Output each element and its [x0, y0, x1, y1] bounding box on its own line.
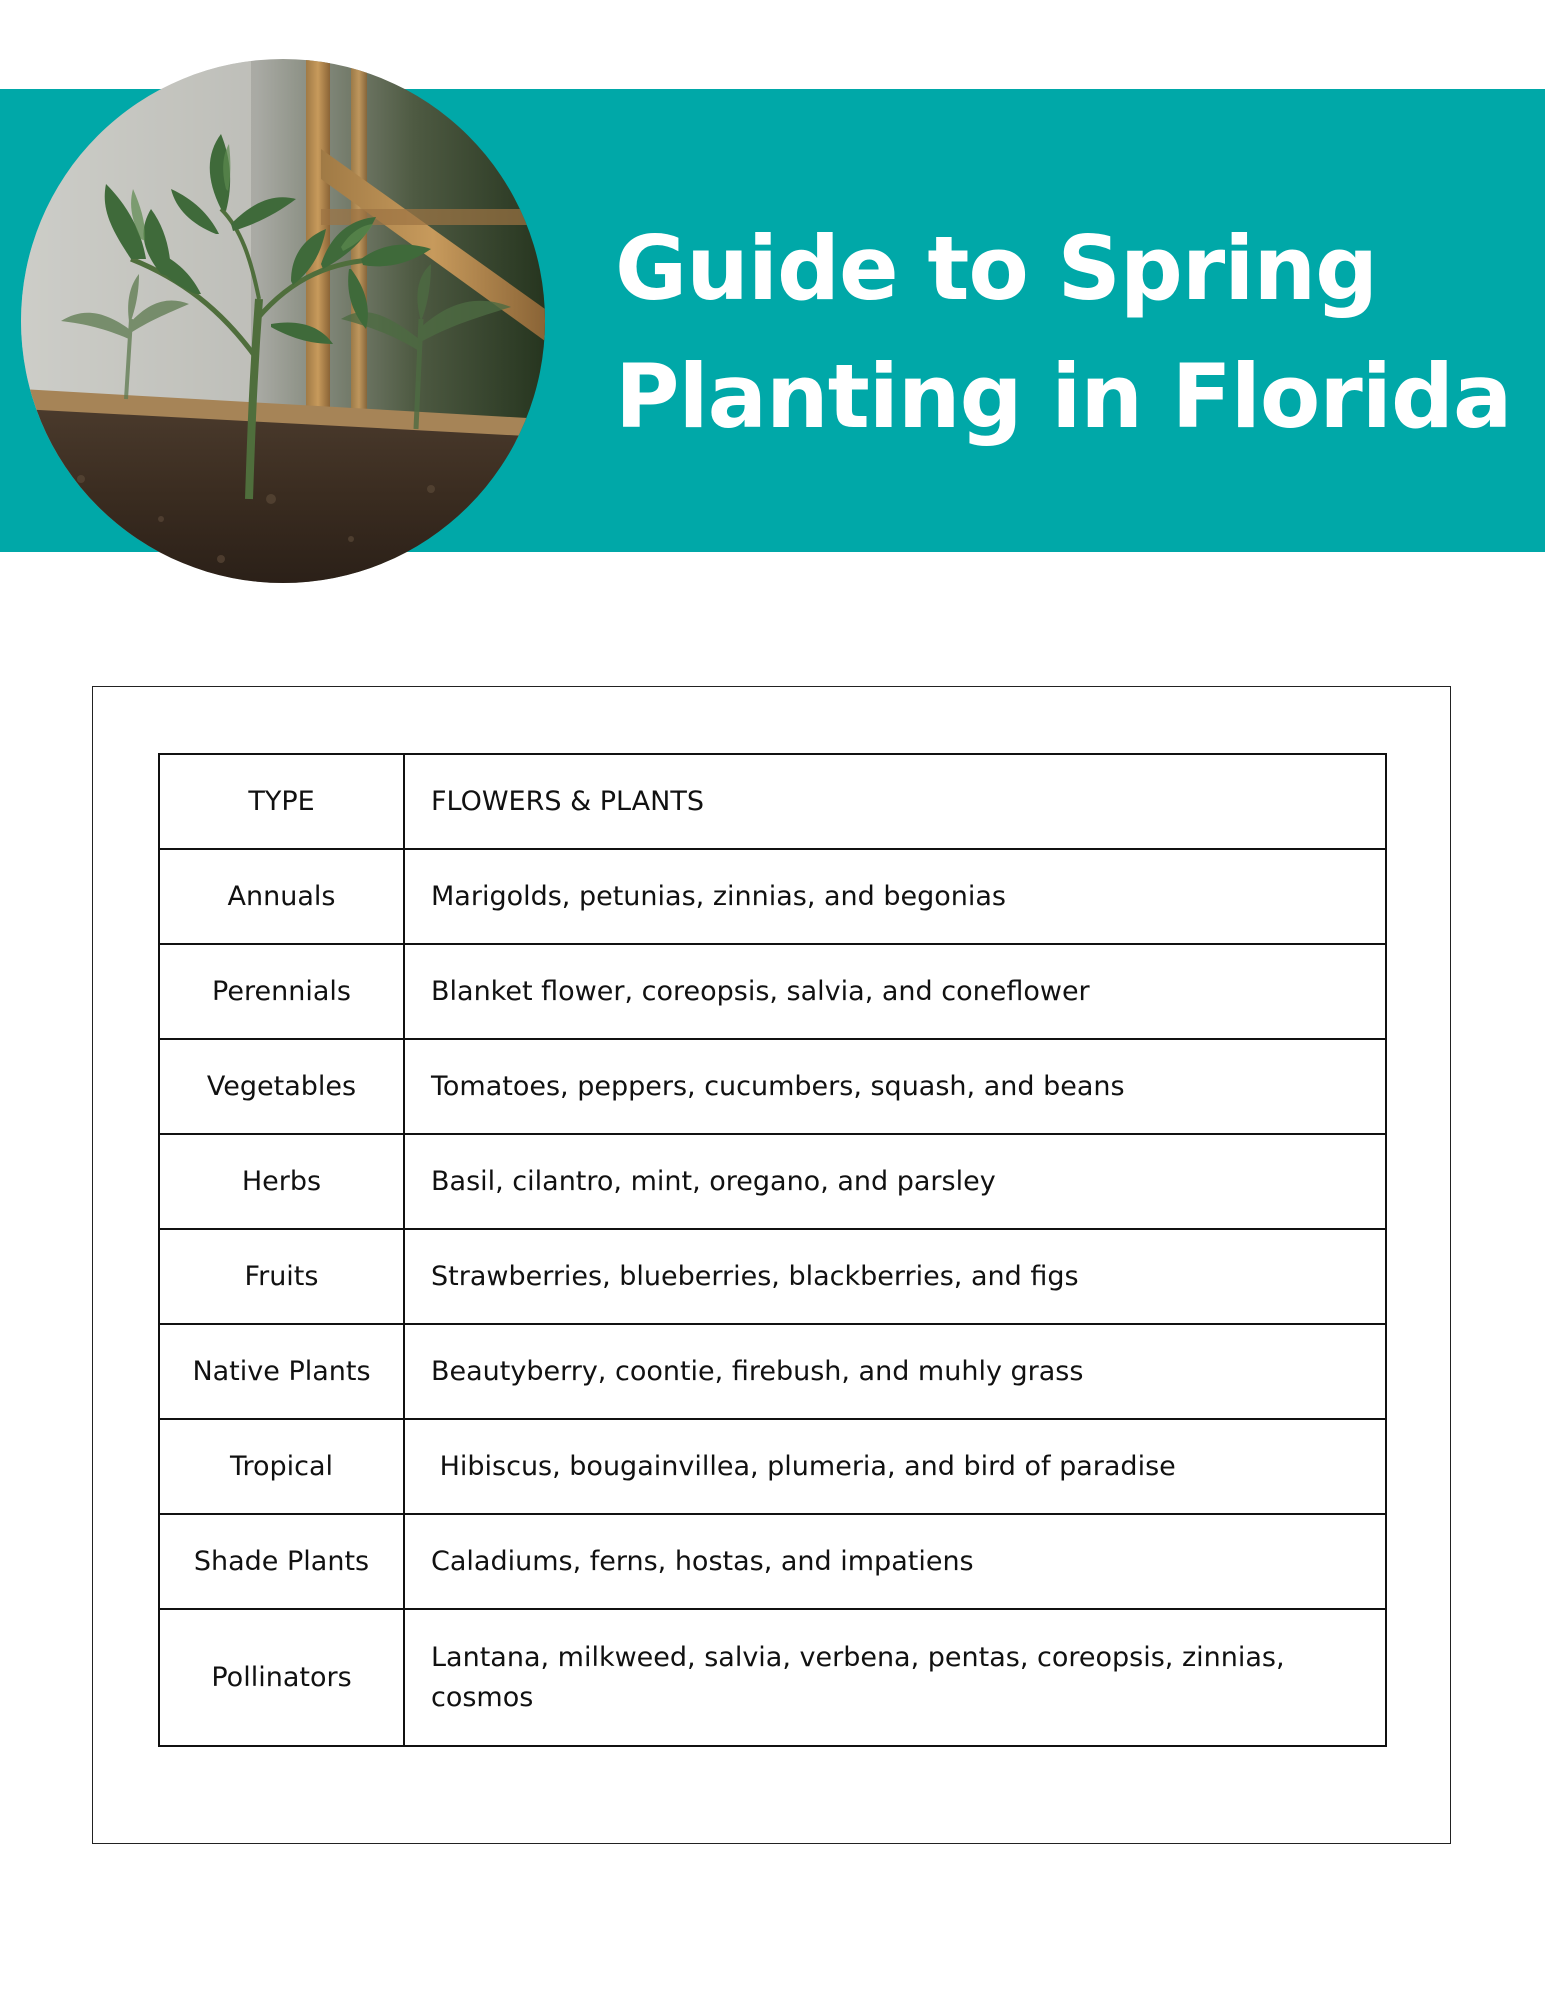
table-row [159, 1324, 1386, 1419]
row-type: Shade Plants [159, 1514, 404, 1609]
table-row [159, 944, 1386, 1039]
row-plants: Strawberries, blueberries, blackberries, and figs [404, 1229, 1386, 1324]
column-header-type: TYPE [159, 754, 404, 849]
row-plants: Lantana, milkweed, salvia, verbena, pentas, coreopsis, zinnias, cosmos [404, 1609, 1386, 1746]
row-type: Native Plants [159, 1324, 404, 1419]
row-plants: Blanket flower, coreopsis, salvia, and coneflower [404, 944, 1386, 1039]
row-plants: Beautyberry, coontie, firebush, and muhly grass [404, 1324, 1386, 1419]
row-type: Pollinators [159, 1609, 404, 1746]
seedling-photo [21, 59, 545, 583]
row-type: Perennials [159, 944, 404, 1039]
table-row [159, 1229, 1386, 1324]
table-row [159, 1419, 1386, 1514]
row-type: Fruits [159, 1229, 404, 1324]
row-plants: Marigolds, petunias, zinnias, and begonias [404, 849, 1386, 944]
table-row [159, 1514, 1386, 1609]
planting-table [158, 753, 1387, 1747]
row-type: Tropical [159, 1419, 404, 1514]
page-title: Guide to Spring Planting in Florida [615, 217, 1512, 448]
row-type: Vegetables [159, 1039, 404, 1134]
row-plants: Basil, cilantro, mint, oregano, and parsley [404, 1134, 1386, 1229]
row-type: Annuals [159, 849, 404, 944]
table-row [159, 1039, 1386, 1134]
column-header-plants: FLOWERS & PLANTS [404, 754, 1386, 849]
table-row [159, 849, 1386, 944]
row-plants: Tomatoes, peppers, cucumbers, squash, and beans [404, 1039, 1386, 1134]
table-row [159, 1609, 1386, 1746]
row-plants: Caladiums, ferns, hostas, and impatiens [404, 1514, 1386, 1609]
table-row [159, 1134, 1386, 1229]
row-plants: Hibiscus, bougainvillea, plumeria, and bird of paradise [404, 1419, 1386, 1514]
table-header-row [159, 754, 1386, 849]
row-type: Herbs [159, 1134, 404, 1229]
